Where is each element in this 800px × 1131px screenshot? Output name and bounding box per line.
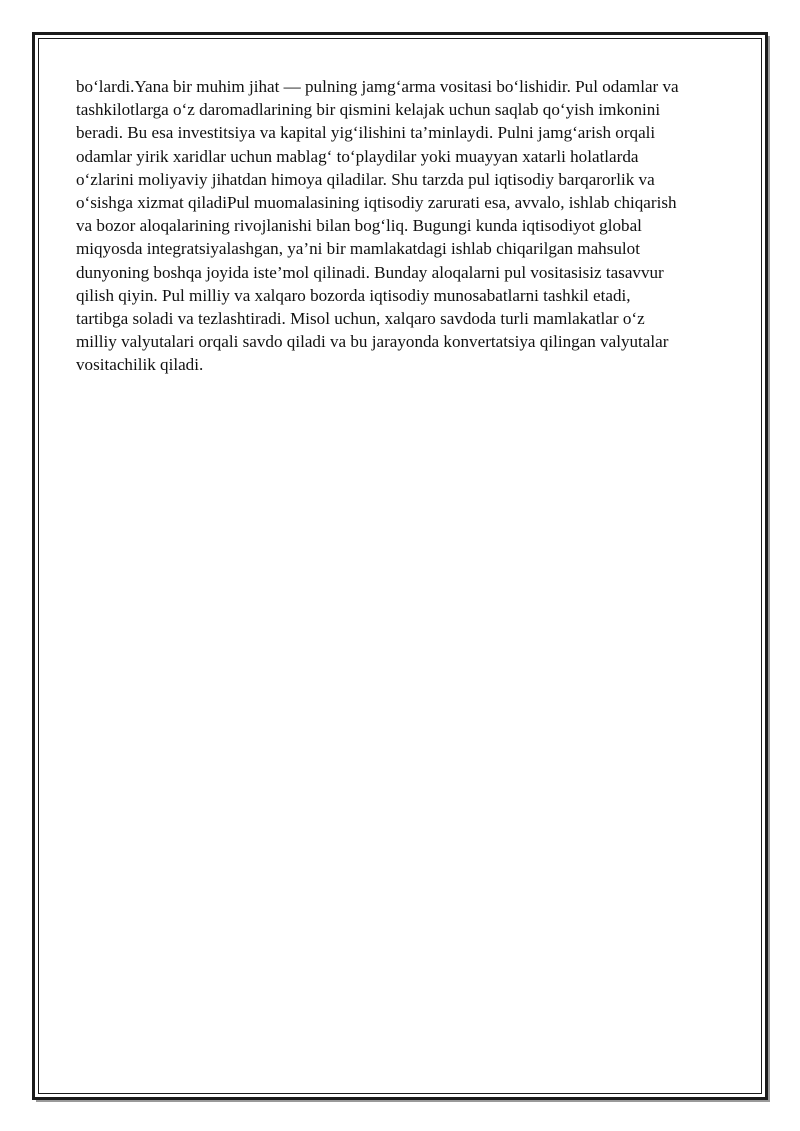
page-border-shadow-bottom (36, 1100, 770, 1102)
page-border-shadow-right (768, 36, 770, 1102)
body-paragraph: bo‘lardi.Yana bir muhim jihat — pulning jamg‘arma vositasi bo‘lishidir. Pul odamlar va tashkilotlarga o‘z daromadlarining bir qismini kelajak uchun saqlab qo‘yish imkonini beradi. Bu esa investitsiya va kapital yig‘ilishini ta’minlaydi. Pulni jamg‘arish orqali odamlar yirik xaridlar uchun mablag‘ to‘playdilar yoki muayyan xatarli holatlarda o‘zlarini moliyaviy jihatdan himoya qiladilar. Shu tarzda pul iqtisodiy barqarorlik va o‘sishga xizmat qiladiPul muomalasining iqtisodiy zarurati esa, avvalo, ishlab chiqarish va bozor aloqalarining rivojlanishi bilan bog‘liq. Bugungi kunda iqtisodiyot global miqyosda integratsiyalashgan, ya’ni bir mamlakatdagi ishlab chiqarilgan mahsulot dunyoning boshqa joyida iste’mol qilinadi. Bunday aloqalarni pul vositasisiz tasavvur qilish qiyin. Pul milliy va xalqaro bozorda iqtisodiy munosabatlarni tashkil etadi, tartibga soladi va tezlashtiradi. Misol uchun, xalqaro savdoda turli mamlakatlar o‘z milliy valyutalari orqali savdo qiladi va bu jarayonda konvertatsiya qilingan valyutalar vositachilik qiladi. (76, 77, 679, 375)
